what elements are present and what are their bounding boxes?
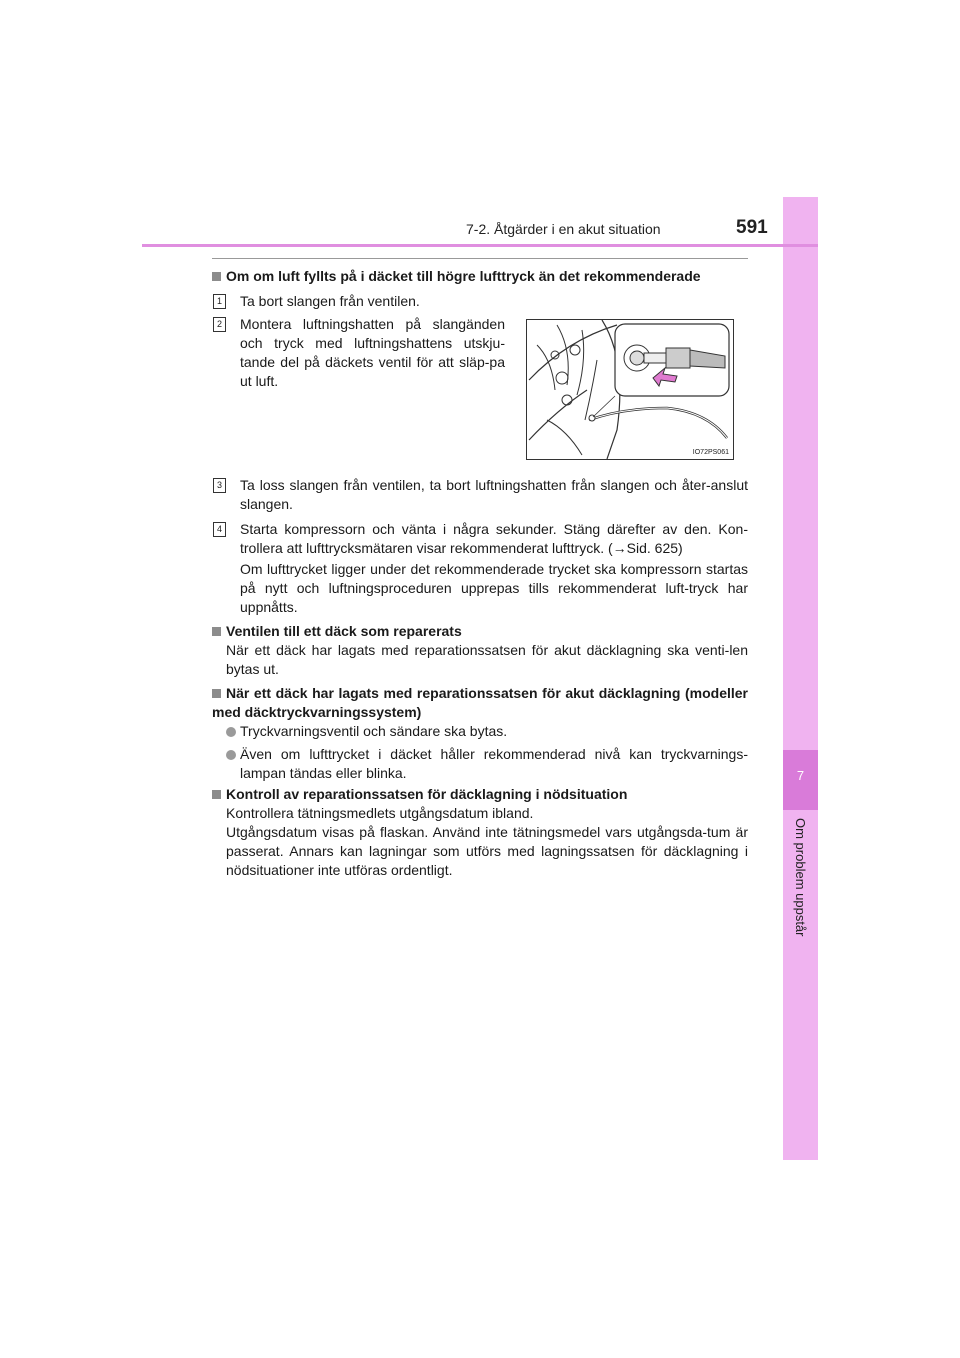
step-2-text: Montera luftningshatten på slangänden och tryck med luftningshattens utskju-tande del på däckets ventil för att släp-pa ut luft.	[240, 316, 505, 389]
section-title: 7-2. Åtgärder i en akut situation	[466, 221, 661, 237]
valve-deflation-illustration	[526, 319, 734, 460]
step-number-2: 2	[213, 317, 226, 332]
header-divider	[142, 244, 818, 247]
step-4-text: Starta kompressorn och vänta i några sekunder. Stäng därefter av den. Kon-trollera att lufttrycksmätaren visar rekommenderat lufttryck. (→Sid. 625)	[240, 521, 748, 556]
step-3-text: Ta loss slangen från ventilen, ta bort luftningshatten från slangen och åter-anslut slangen.	[240, 477, 748, 512]
figure-code: IO72PS061	[692, 449, 729, 456]
section3-heading: När ett däck har lagats med reparationssatsen för akut däcklagning (modeller med däcktryckvarningssystem)	[212, 685, 748, 720]
section2-body: När ett däck har lagats med reparationssatsen för akut däcklagning ska venti-len bytas ut.	[226, 642, 748, 677]
chapter-number: 7	[796, 768, 805, 783]
square-bullet-icon	[212, 689, 221, 698]
section3-bullet-1: Tryckvarningsventil och sändare ska bytas.	[240, 723, 508, 739]
chapter-side-tab	[783, 197, 818, 1160]
section4-body-1: Kontrollera tätningsmedlets utgångsdatum ibland.	[226, 805, 534, 821]
section2-heading: Ventilen till ett däck som reparerats	[212, 622, 752, 641]
content-top-rule	[212, 258, 748, 259]
round-bullet-icon	[226, 727, 236, 737]
section1-heading: Om om luft fyllts på i däcket till högre lufttryck än det rekommenderade	[212, 267, 752, 286]
section4-heading: Kontroll av reparationssatsen för däcklagning i nödsituation	[212, 785, 752, 804]
step-number-1: 1	[213, 294, 226, 309]
square-bullet-icon	[212, 627, 221, 636]
step-1-text: Ta bort slangen från ventilen.	[240, 293, 420, 309]
step-number-3: 3	[213, 478, 226, 493]
square-bullet-icon	[212, 790, 221, 799]
step-4-note: Om lufttrycket ligger under det rekommenderade trycket ska kompressorn startas på nytt och luftningsproceduren upprepas tills rekommenderat luft-tryck har uppnåtts.	[240, 561, 748, 615]
section4-body-2: Utgångsdatum visas på flaskan. Använd inte tätningsmedel vars utgångsda-tum är passerat. Annars kan lagningar som utförs med lagningssatsen för däcklagning i nödsituationer inte utföras ordentligt.	[226, 824, 748, 878]
round-bullet-icon	[226, 750, 236, 760]
square-bullet-icon	[212, 272, 221, 281]
section3-bullet-2: Även om lufttrycket i däcket håller rekommenderad nivå kan tryckvarnings-lampan tändas eller blinka.	[240, 746, 748, 781]
chapter-title: Om problem uppstår	[793, 818, 808, 937]
page-number: 591	[736, 217, 768, 238]
wheel-valve-illustration	[527, 320, 733, 459]
step-number-4: 4	[213, 522, 226, 537]
